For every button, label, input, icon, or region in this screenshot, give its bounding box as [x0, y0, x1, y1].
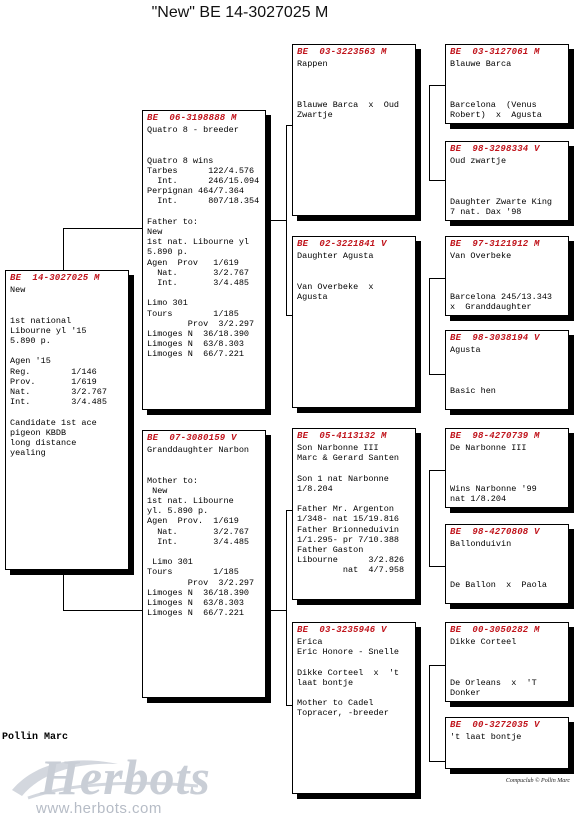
connector-line	[429, 470, 430, 566]
ring-number: BE 06-3198888 M	[147, 113, 237, 123]
ring-number: BE 14-3027025 M	[10, 273, 100, 283]
connector-line	[429, 374, 445, 375]
sire-card	[142, 110, 266, 410]
dam-dam-card	[292, 622, 416, 794]
connector-line	[286, 510, 287, 705]
connector-line	[63, 571, 64, 611]
dam-sire-card	[292, 428, 416, 600]
herbots-url[interactable]: www.herbots.com	[36, 800, 162, 817]
connector-line	[429, 470, 445, 471]
pedigree-title: "New" BE 14-3027025 M	[151, 4, 329, 21]
ddd-card	[445, 717, 569, 769]
connector-line	[271, 220, 286, 221]
herbots-logo-text: Herbots	[40, 749, 211, 805]
ring-number: BE 97-3121912 M	[450, 239, 540, 249]
ring-number: BE 03-3127061 M	[450, 47, 540, 57]
connector-line	[271, 610, 286, 611]
sdd-card	[445, 330, 569, 410]
ring-number: BE 07-3080159 V	[147, 433, 237, 443]
connector-line	[63, 610, 143, 611]
subject-pigeon-card	[5, 270, 129, 570]
connector-line	[63, 228, 143, 229]
dsd-card	[445, 524, 569, 604]
pigeon-details: New 1st national Libourne yl '15 5.890 p. Agen '15 Reg. 1/146 Prov. 1/619 Nat. 3/2.767 Int. 3/4.485 Candidate 1st ace pigeon KBDB long distance yealing	[10, 285, 107, 459]
connector-line	[429, 566, 445, 567]
connector-line	[429, 85, 445, 86]
pigeon-details: Dikke Corteel De Orleans x 'T Donker	[450, 637, 537, 699]
ring-number: BE 98-4270739 M	[450, 431, 540, 441]
sire-dam-card	[292, 236, 416, 408]
sds-card	[445, 236, 569, 316]
pigeon-details: 't laat bontje	[450, 732, 522, 742]
ssd-card	[445, 141, 569, 221]
pigeon-details: Agusta Basic hen	[450, 345, 496, 396]
pigeon-details: Ballonduivin De Ballon x Paola	[450, 539, 547, 590]
sss-card	[445, 44, 569, 124]
credit-text: Compuclub © Pollin Marc	[505, 778, 570, 784]
connector-line	[286, 125, 287, 315]
pigeon-details: De Narbonne III Wins Narbonne '99 nat 1/8.204	[450, 443, 537, 505]
pigeon-details: Blauwe Barca Barcelona (Venus Robert) x Agusta	[450, 59, 542, 121]
ring-number: BE 00-3272035 V	[450, 720, 540, 730]
pigeon-details: Rappen Blauwe Barca x Oud Zwartje	[297, 59, 400, 121]
connector-line	[429, 665, 445, 666]
connector-line	[429, 180, 445, 181]
pigeon-details: Van Overbeke Barcelona 245/13.343 x Granddaughter	[450, 251, 553, 313]
dds-card	[445, 622, 569, 702]
connector-line	[429, 761, 445, 762]
ring-number: BE 02-3221841 V	[297, 239, 387, 249]
ring-number: BE 98-3038194 V	[450, 333, 540, 343]
connector-line	[63, 228, 64, 270]
ring-number: BE 98-4270808 V	[450, 527, 540, 537]
ring-number: BE 03-3235946 V	[297, 625, 387, 635]
connector-line	[429, 665, 430, 761]
pigeon-details: Oud zwartje Daughter Zwarte King 7 nat. Dax '98	[450, 156, 553, 218]
pigeon-details: Granddaughter Narbon Mother to: New 1st nat. Libourne yl. 5.890 p. Agen Prov. 1/619 Nat. 3/2.767 Int. 3/4.485 Limo 301 Tours 1/185 Prov 3/2.297 Limoges N 36/18.390 Limoges N 63/8.303 Limoges N 66/7.221	[147, 445, 255, 619]
ring-number: BE 98-3298334 V	[450, 144, 540, 154]
connector-line	[429, 278, 430, 374]
sire-sire-card	[292, 44, 416, 216]
owner-name: Pollin Marc	[2, 732, 69, 743]
connector-line	[429, 278, 445, 279]
ring-number: BE 03-3223563 M	[297, 47, 387, 57]
ring-number: BE 00-3050282 M	[450, 625, 540, 635]
pigeon-details: Daughter Agusta Van Overbeke x Agusta	[297, 251, 374, 302]
ring-number: BE 05-4113132 M	[297, 431, 387, 441]
dss-card	[445, 428, 569, 508]
dam-card	[142, 430, 266, 698]
pigeon-details: Quatro 8 - breeder Quatro 8 wins Tarbes 122/4.576 Int. 246/15.094 Perpignan 464/7.364 Int. 807/18.354 Father to: New 1st nat. Libourne yl 5.890 p. Agen Prov 1/619 Nat. 3/2.767 Int. 3/4.485 Limo 301 Tours 1/185 Prov 3/2.297 Limoges N 36/18.390 Limoges N 63/8.303 Limoges N 66/7.221	[147, 125, 260, 360]
connector-line	[429, 85, 430, 180]
pigeon-details: Son Narbonne III Marc & Gerard Santen Son 1 nat Narbonne 1/8.204 Father Mr. Argenton 1/348- nat 15/19.816 Father Brionneduivin 1/1.295- pr 7/10.388 Father Gaston Libourne 3/2.826 nat 4/7.958	[297, 443, 405, 576]
pigeon-details: Erica Eric Honore - Snelle Dikke Corteel x 't laat bontje Mother to Cadel Topracer, -breeder	[297, 637, 400, 719]
